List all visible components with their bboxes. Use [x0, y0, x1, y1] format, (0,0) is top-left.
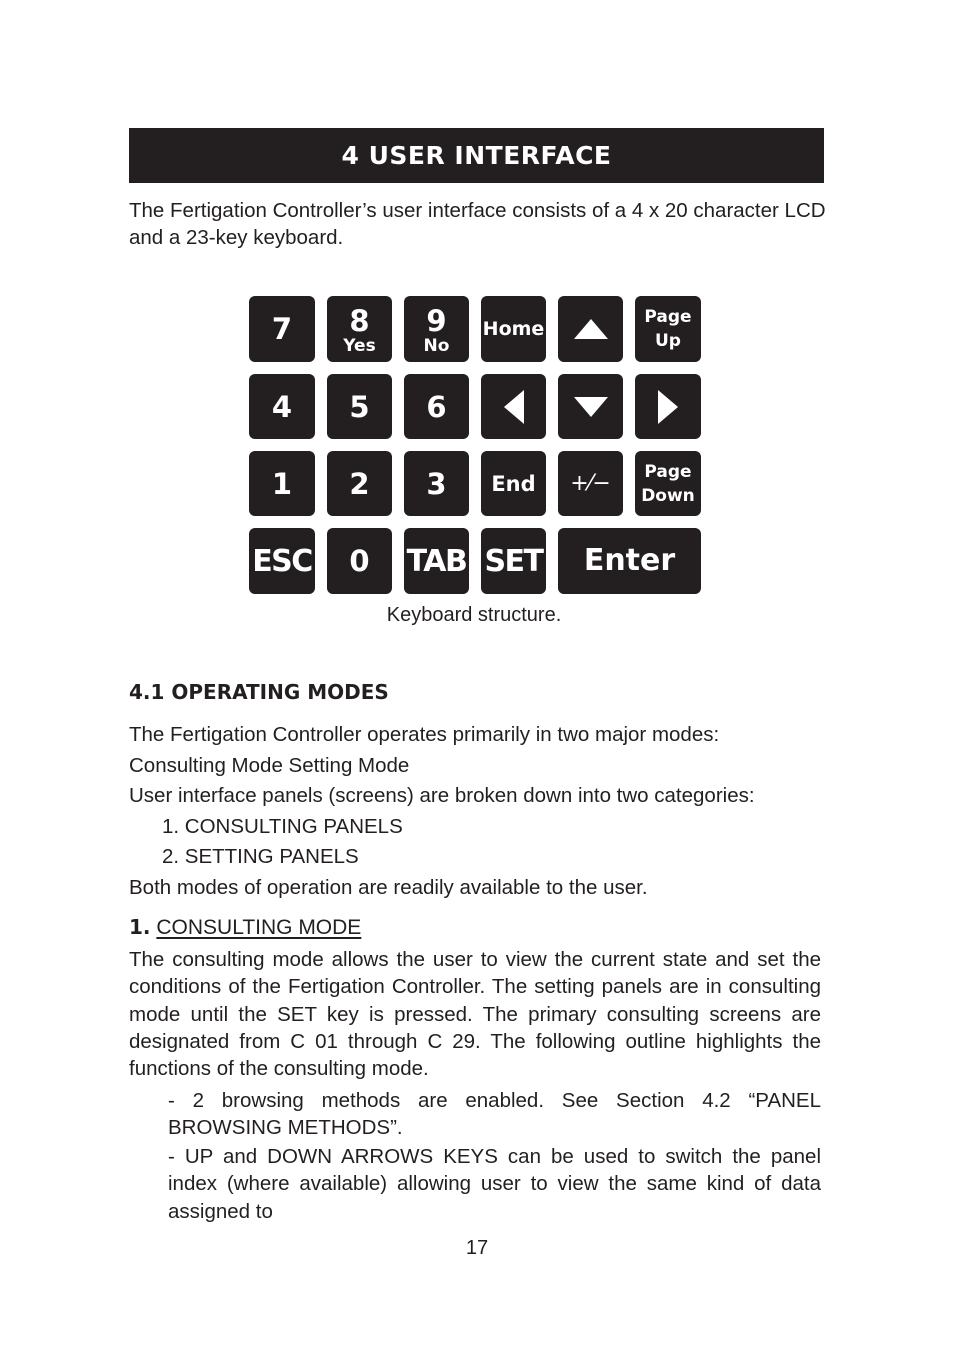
key-page-up-label-1: Page	[644, 307, 692, 327]
key-plus-minus-label: +⁄−	[570, 470, 611, 496]
key-tab[interactable]	[404, 528, 469, 594]
key-2-label: 2	[349, 466, 370, 501]
key-end[interactable]	[481, 451, 546, 516]
consulting-mode-paragraph: The consulting mode allows the user to view the current state and set the conditions of the Fertigation Controller. The setting panels are in consulting mode until the SET key is pressed. The primary consulting screens are designated from C 01 through C 29. The following outline highlights the functions of the consulting mode.	[129, 948, 821, 1081]
down-arrow-icon	[574, 397, 608, 417]
up-arrow-icon	[574, 319, 608, 339]
modes-list-item-1: 1. CONSULTING PANELS	[162, 815, 403, 838]
key-2[interactable]	[327, 451, 392, 516]
key-left-arrow[interactable]	[481, 374, 546, 439]
right-arrow-icon	[658, 390, 678, 424]
section-title: 4 USER INTERFACE	[341, 141, 612, 170]
key-right-arrow[interactable]	[635, 374, 701, 439]
key-page-down-label-1: Page	[644, 461, 692, 482]
consulting-mode-number: 1.	[129, 915, 151, 939]
key-home[interactable]	[481, 296, 546, 362]
key-7[interactable]	[249, 296, 315, 362]
key-5-label: 5	[349, 389, 370, 424]
consulting-bullet-2: - UP and DOWN ARROWS KEYS can be used to switch the panel index (where available) allowing user to view the same kind of data assigned to	[168, 1145, 821, 1223]
key-set-label: SET	[484, 543, 543, 579]
key-1-label: 1	[271, 466, 293, 501]
modes-list-item-2: 2. SETTING PANELS	[162, 845, 359, 868]
key-9-no[interactable]	[404, 296, 469, 362]
modes-line-1: The Fertigation Controller operates primarily in two major modes:	[129, 723, 720, 746]
key-page-up-label-2: Up	[655, 331, 681, 351]
key-4-label: 4	[271, 389, 293, 424]
key-tab-label: TAB	[406, 543, 467, 579]
key-3-label: 3	[426, 466, 447, 501]
key-plus-minus[interactable]	[558, 451, 623, 516]
section-title-banner	[129, 128, 824, 183]
consulting-mode-heading	[129, 915, 361, 940]
key-8-label: 8	[349, 304, 370, 338]
key-9-sublabel: No	[423, 336, 450, 356]
keyboard-caption: Keyboard structure.	[386, 604, 562, 626]
key-esc[interactable]	[249, 528, 315, 594]
key-6[interactable]	[404, 374, 469, 439]
left-arrow-icon	[504, 390, 524, 424]
key-6-label: 6	[426, 389, 447, 424]
key-down-arrow[interactable]	[558, 374, 623, 439]
key-4[interactable]	[249, 374, 315, 439]
key-enter-label: Enter	[583, 543, 676, 578]
key-page-down-label-2: Down	[641, 485, 695, 506]
consulting-bullet-1: - 2 browsing methods are enabled. See Section 4.2 “PANEL BROWSING METHODS”.	[168, 1089, 821, 1140]
key-8-yes[interactable]	[327, 296, 392, 362]
key-7-label: 7	[271, 312, 293, 346]
key-enter[interactable]	[558, 528, 701, 594]
intro-paragraph: The Fertigation Controller’s user interface consists of a 4 x 20 character LCD and a 23-key keyboard.	[129, 199, 826, 249]
modes-line-3: User interface panels (screens) are broken down into two categories:	[129, 784, 755, 807]
key-5[interactable]	[327, 374, 392, 439]
key-0-label: 0	[349, 544, 370, 578]
key-end-label: End	[491, 471, 536, 496]
key-1[interactable]	[249, 451, 315, 516]
subsection-title: 4.1 OPERATING MODES	[129, 680, 389, 704]
key-9-label: 9	[426, 304, 447, 338]
key-up-arrow[interactable]	[558, 296, 623, 362]
key-set[interactable]	[481, 528, 546, 594]
key-home-label: Home	[482, 318, 545, 340]
page-number: 17	[465, 1237, 489, 1259]
key-esc-label: ESC	[252, 543, 312, 579]
key-page-up[interactable]	[635, 296, 701, 362]
key-0[interactable]	[327, 528, 392, 594]
consulting-mode-title: CONSULTING MODE	[156, 916, 362, 939]
key-8-sublabel: Yes	[343, 336, 376, 356]
keyboard-diagram	[249, 296, 701, 594]
modes-line-6: Both modes of operation are readily available to the user.	[129, 876, 648, 899]
modes-line-2: Consulting Mode Setting Mode	[129, 754, 410, 777]
key-page-down[interactable]	[635, 451, 701, 516]
key-3[interactable]	[404, 451, 469, 516]
